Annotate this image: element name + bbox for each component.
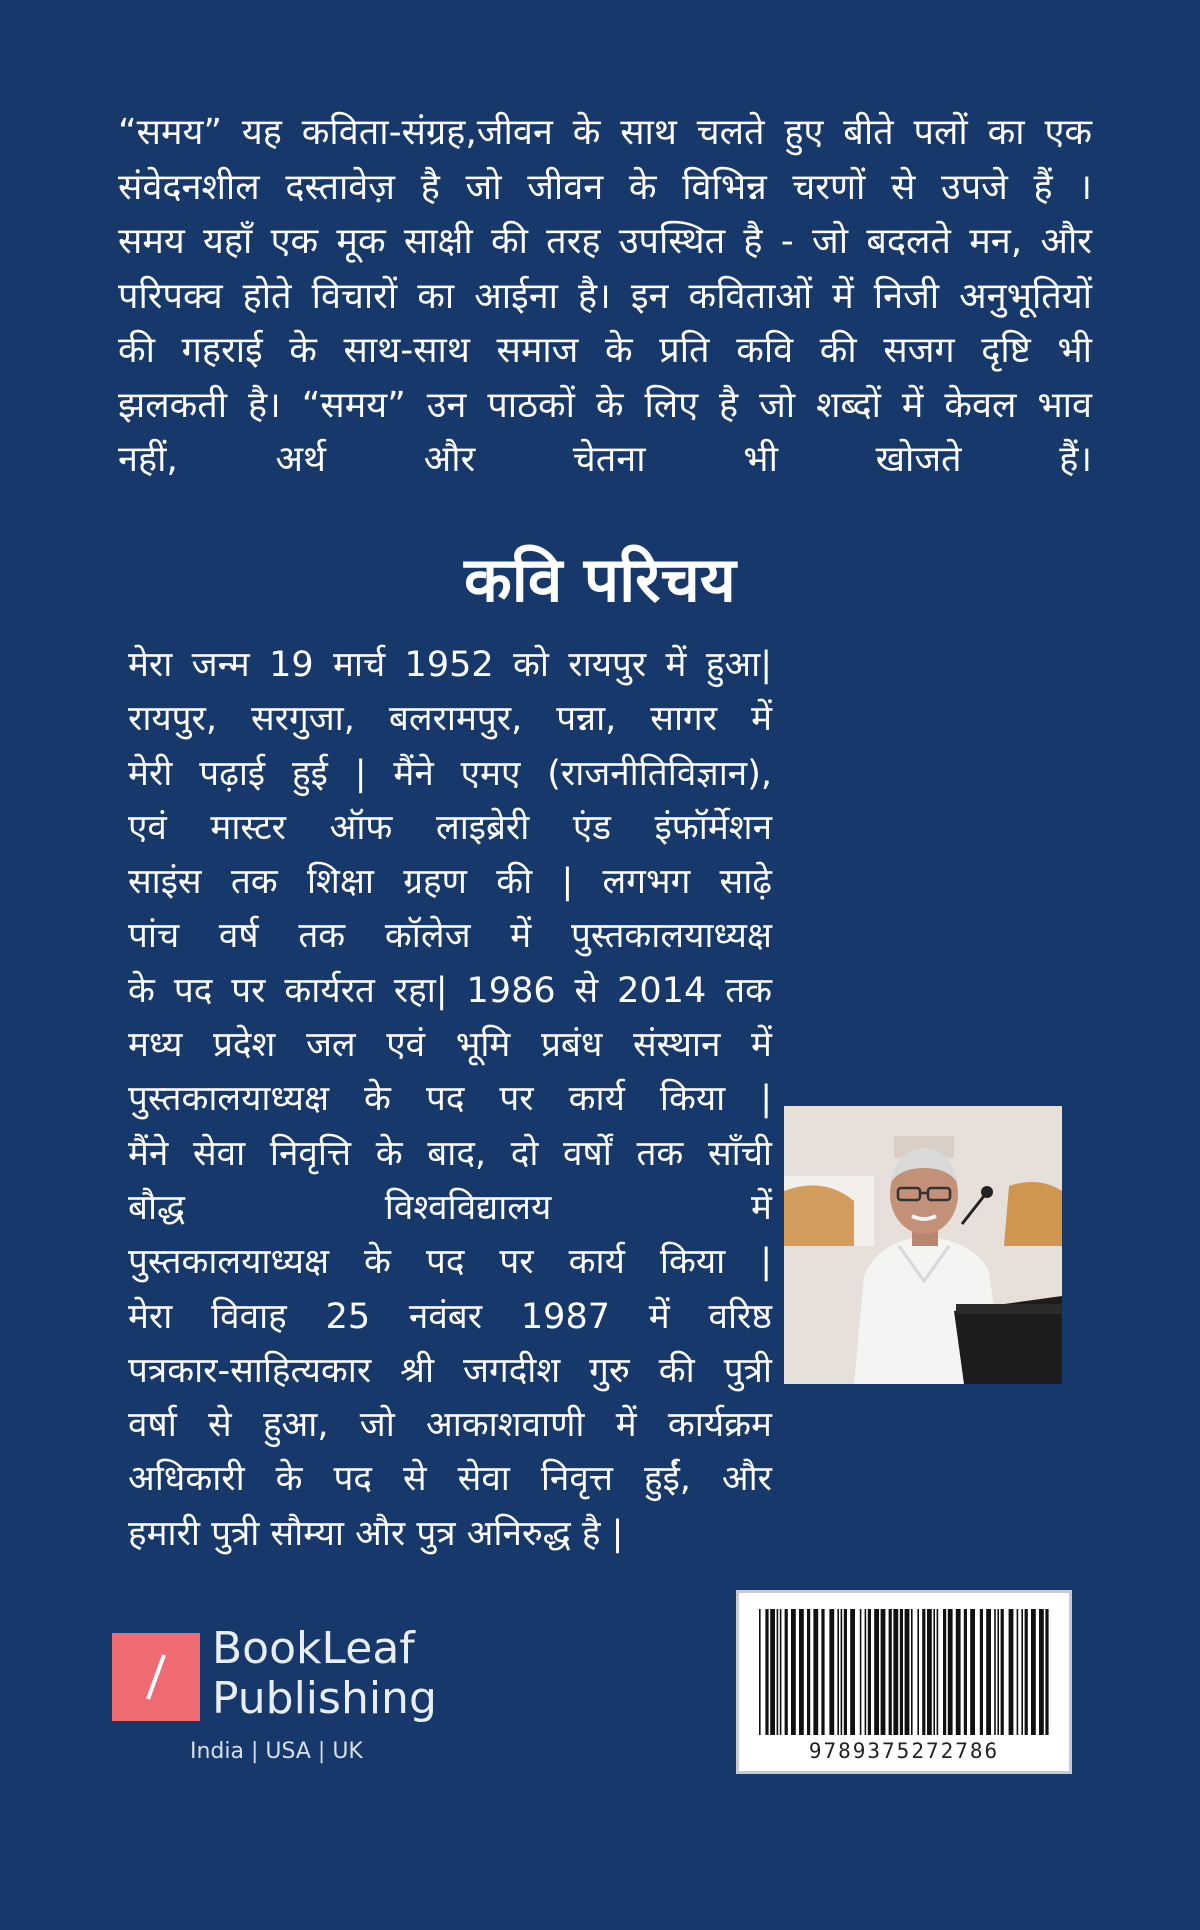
bio-line: मेरा विवाह 25 नवंबर 1987 में वरिष्ठ	[128, 1296, 772, 1337]
barcode-bar	[785, 1609, 788, 1735]
barcode-bar	[1009, 1609, 1014, 1735]
blurb-line: परिपक्व होते विचारों का आईना है। इन कविताओं में निजी अनुभूतियों	[118, 275, 1092, 317]
barcode-bar	[829, 1609, 834, 1735]
barcode-bar	[1031, 1609, 1036, 1735]
barcode-bar	[986, 1609, 991, 1735]
blurb-line: झलकती है। “समय” उन पाठकों के लिए है जो शब्दों में केवल भाव	[118, 384, 1092, 426]
bio-line: अधिकारी के पद से सेवा निवृत्त हुईं, और	[128, 1459, 772, 1500]
barcode-bar	[1045, 1609, 1048, 1735]
barcode-bar	[821, 1609, 824, 1735]
barcode-bar	[770, 1609, 775, 1735]
bio-line: पुस्तकालयाध्यक्ष के पद पर कार्य किया |	[128, 1079, 772, 1120]
book-blurb	[118, 106, 1092, 488]
barcode-bar	[1017, 1609, 1019, 1735]
bio-line: पांच वर्ष तक कॉलेज में पुस्तकालयाध्यक्ष	[128, 916, 772, 957]
barcode-bar	[759, 1609, 761, 1735]
bio-line: मेरी पढ़ाई हुई | मैंने एमए (राजनीतिविज्ञान),	[128, 753, 772, 794]
barcode-bar	[765, 1609, 768, 1735]
section-title: कवि परिचय	[464, 543, 736, 616]
bio-line: पुस्तकालयाध्यक्ष के पद पर कार्य किया |	[128, 1242, 772, 1283]
barcode-bar	[1021, 1609, 1023, 1735]
barcode-bar	[1001, 1609, 1004, 1735]
barcode-bar	[841, 1609, 843, 1735]
bio-line: मैंने सेवा निवृत्ति के बाद, दो वर्षों तक साँची	[128, 1133, 772, 1174]
barcode-bar	[780, 1609, 782, 1735]
bio-line: वर्षा से हुआ, जो आकाशवाणी में कार्यक्रम	[128, 1405, 772, 1446]
barcode-bar	[813, 1609, 818, 1735]
publisher-name-line: Publishing	[212, 1673, 437, 1724]
blurb-line: “समय” यह कविता-संग्रह,जीवन के साथ चलते हुए बीते पलों का एक	[118, 112, 1092, 153]
barcode-bar	[922, 1609, 925, 1735]
barcode-bar	[791, 1609, 796, 1735]
bio-line: मेरा जन्म 19 मार्च 1952 को रायपुर में हुआ|	[128, 645, 772, 685]
barcode-bar	[807, 1609, 810, 1735]
barcode-bar	[874, 1609, 879, 1735]
barcode-bar	[948, 1609, 953, 1735]
barcode-bar	[905, 1609, 910, 1735]
publisher-logo-icon	[112, 1633, 200, 1721]
bio-line: एवं मास्टर ऑफ लाइब्रेरी एंड इंफॉर्मेशन	[128, 807, 772, 848]
barcode-bar	[777, 1609, 779, 1735]
isbn-barcode	[736, 1590, 1072, 1774]
barcode-bar	[927, 1609, 932, 1735]
barcode-bar	[799, 1609, 804, 1735]
author-photo	[784, 1106, 1062, 1384]
barcode-bar	[837, 1609, 839, 1735]
barcode-bar	[1025, 1609, 1028, 1735]
barcode-bar	[970, 1609, 975, 1735]
barcode-bar	[850, 1609, 855, 1735]
blurb-line: समय यहाँ एक मूक साक्षी की तरह उपस्थित है - जो बदलते मन, और	[118, 221, 1092, 262]
barcode-bar	[844, 1609, 847, 1735]
bio-line: हमारी पुत्री सौम्या और पुत्र अनिरुद्ध है |	[128, 1513, 624, 1554]
barcode-bars	[755, 1609, 1053, 1735]
barcode-bar	[911, 1609, 913, 1735]
blurb-line: संवेदनशील दस्तावेज़ है जो जीवन के विभिन्न चरणों से उपजे हैं ।	[118, 166, 1092, 208]
barcode-bar	[860, 1609, 862, 1735]
barcode-bar	[1039, 1609, 1044, 1735]
author-bio	[128, 638, 772, 1561]
barcode-bar	[937, 1609, 939, 1735]
blurb-line: की गहराई के साथ-साथ समाज के प्रति कवि की सजग दृष्टि भी	[118, 330, 1092, 371]
barcode-bar	[956, 1609, 961, 1735]
barcode-bar	[900, 1609, 903, 1735]
barcode-bar	[933, 1609, 935, 1735]
barcode-bar	[889, 1609, 892, 1735]
bio-line: मध्य प्रदेश जल एवं भूमि प्रबंध संस्थान में	[128, 1025, 772, 1066]
barcode-bar	[865, 1609, 867, 1735]
isbn-number: 9789375272786	[808, 1739, 1000, 1763]
bio-line: के पद पर कार्यरत रहा| 1986 से 2014 तक	[128, 970, 772, 1011]
barcode-bar	[881, 1609, 886, 1735]
publisher-name	[212, 1624, 437, 1724]
bio-line: बौद्ध विश्वविद्यालय में	[128, 1187, 772, 1228]
publisher-name-line: BookLeaf	[212, 1623, 415, 1674]
bio-line: रायपुर, सरगुजा, बलरामपुर, पन्ना, सागर में	[128, 699, 772, 740]
barcode-bar	[997, 1609, 999, 1735]
bio-line: पत्रकार-साहित्यकार श्री जगदीश गुरु की पुत्री	[128, 1350, 772, 1391]
barcode-bar	[917, 1609, 919, 1735]
bio-line: साइंस तक शिक्षा ग्रहण की | लगभग साढ़े	[128, 862, 772, 903]
barcode-bar	[868, 1609, 871, 1735]
barcode-bar	[943, 1609, 946, 1735]
blurb-line: नहीं, अर्थ और चेतना भी खोजते हैं।	[118, 439, 1092, 480]
barcode-bar	[964, 1609, 967, 1735]
barcode-bar	[893, 1609, 898, 1735]
barcode-bar	[980, 1609, 983, 1735]
barcode-bar	[994, 1609, 996, 1735]
publisher-regions: India | USA | UK	[190, 1739, 363, 1764]
